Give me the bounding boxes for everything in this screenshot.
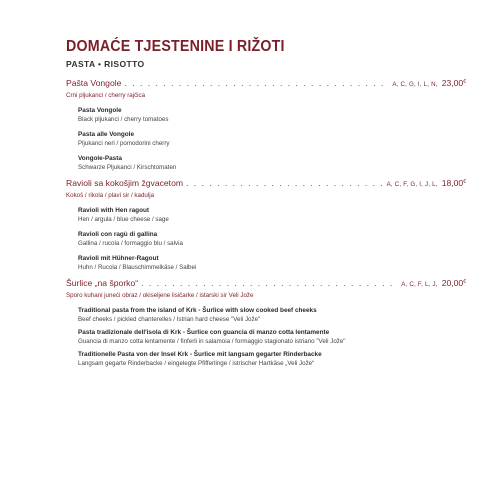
translation-item xyxy=(78,106,466,124)
price-value: 20,00 xyxy=(441,278,464,288)
dish-translations xyxy=(78,306,466,368)
menu-section-subtitle: PASTA • RISOTTO xyxy=(66,59,145,69)
dish-line xyxy=(66,278,466,290)
price-value: 18,00 xyxy=(441,178,464,188)
translation-description: Gallina / rucola / formaggio blu / salvia xyxy=(78,240,183,247)
translation-name: Pasta tradizionale dell'isola di Krk - Šurlice con guancia di manzo cotta lentamente xyxy=(78,329,330,336)
translation-item xyxy=(78,350,466,368)
dot-leader xyxy=(124,78,389,89)
currency-symbol: € xyxy=(463,79,466,85)
dish-allergens: A, C, F, L, J, xyxy=(401,281,438,288)
translation-name: Pasta Vongole xyxy=(78,107,122,114)
translation-description: Hen / argula / blue cheese / sage xyxy=(78,216,169,223)
translation-name: Vongole-Pasta xyxy=(78,155,122,162)
dot-leader xyxy=(186,178,384,189)
translation-name: Traditionelle Pasta von der Insel Krk - Šurlice mit langsam gegarter Rinderbacke xyxy=(78,351,322,358)
price-value: 23,00 xyxy=(441,78,464,88)
translation-description: Pljukanci neri / pomodorini cherry xyxy=(78,140,170,147)
translation-name: Ravioli with Hen ragout xyxy=(78,207,150,214)
translation-description: Langsam gegarte Rinderbacke / eingelegte Pfifferlinge / istrischer Hartkäse „Veli Jože“ xyxy=(78,360,315,367)
translation-description: Beef cheeks / pickled chanterelles / Istrian hard cheese "Veli Jože" xyxy=(78,316,261,323)
translation-description: Black pljukanci / cherry tomatoes xyxy=(78,116,169,123)
translation-description: Huhn / Rucola / Blauschimmelkäse / Salbei xyxy=(78,264,197,271)
currency-symbol: € xyxy=(463,279,466,285)
dish-description: Kokoš / rikola / plavi sir / kadulja xyxy=(66,192,155,199)
translation-name: Pasta alle Vongole xyxy=(78,131,134,138)
menu-dish-pasta-vongole xyxy=(66,78,466,172)
translation-item xyxy=(78,306,466,324)
translation-item xyxy=(78,328,466,346)
dot-leader xyxy=(141,278,398,289)
translation-description: Guancia di manzo cotta lentamente / finferli in salamoia / formaggio stagionato istriano "Veli Jože" xyxy=(78,338,346,345)
menu-dish-surlice xyxy=(66,278,466,368)
dish-price xyxy=(442,278,466,289)
translation-item xyxy=(78,254,466,272)
translation-description: Schwarze Pljukanci / Kirschtomaten xyxy=(78,164,177,171)
dish-name: Pašta Vongole xyxy=(66,78,122,88)
dish-allergens: A, C, G, I, L, N, xyxy=(392,81,438,88)
dish-price xyxy=(442,78,466,89)
menu-section-title: DOMAĆE TJESTENINE I RIŽOTI xyxy=(66,38,285,55)
translation-item xyxy=(78,206,466,224)
dish-line xyxy=(66,78,466,90)
dish-name: Šurlice „na šporko“ xyxy=(66,278,139,288)
translation-name: Ravioli con ragù di gallina xyxy=(78,231,158,238)
dish-line xyxy=(66,178,466,190)
dish-translations xyxy=(78,106,466,172)
dish-name: Ravioli sa kokošjim žgvacetom xyxy=(66,178,184,188)
translation-item xyxy=(78,230,466,248)
menu-dish-ravioli xyxy=(66,178,466,272)
menu-page xyxy=(66,38,466,372)
dish-price xyxy=(442,178,466,189)
dish-translations xyxy=(78,206,466,272)
dish-allergens: A, C, F, G, I, J, L, xyxy=(386,181,438,188)
translation-name: Ravioli mit Hühner-Ragout xyxy=(78,255,159,262)
currency-symbol: € xyxy=(463,179,466,185)
translation-name: Traditional pasta from the island of Krk - Šurlice with slow cooked beef cheeks xyxy=(78,307,317,314)
dish-description: Crni pljukanci / cherry rajčica xyxy=(66,92,146,99)
translation-item xyxy=(78,154,466,172)
dish-description: Sporo kuhani juneći obraz / okiseljene lisičarke / istarski sir Veli Jože xyxy=(66,292,254,299)
translation-item xyxy=(78,130,466,148)
